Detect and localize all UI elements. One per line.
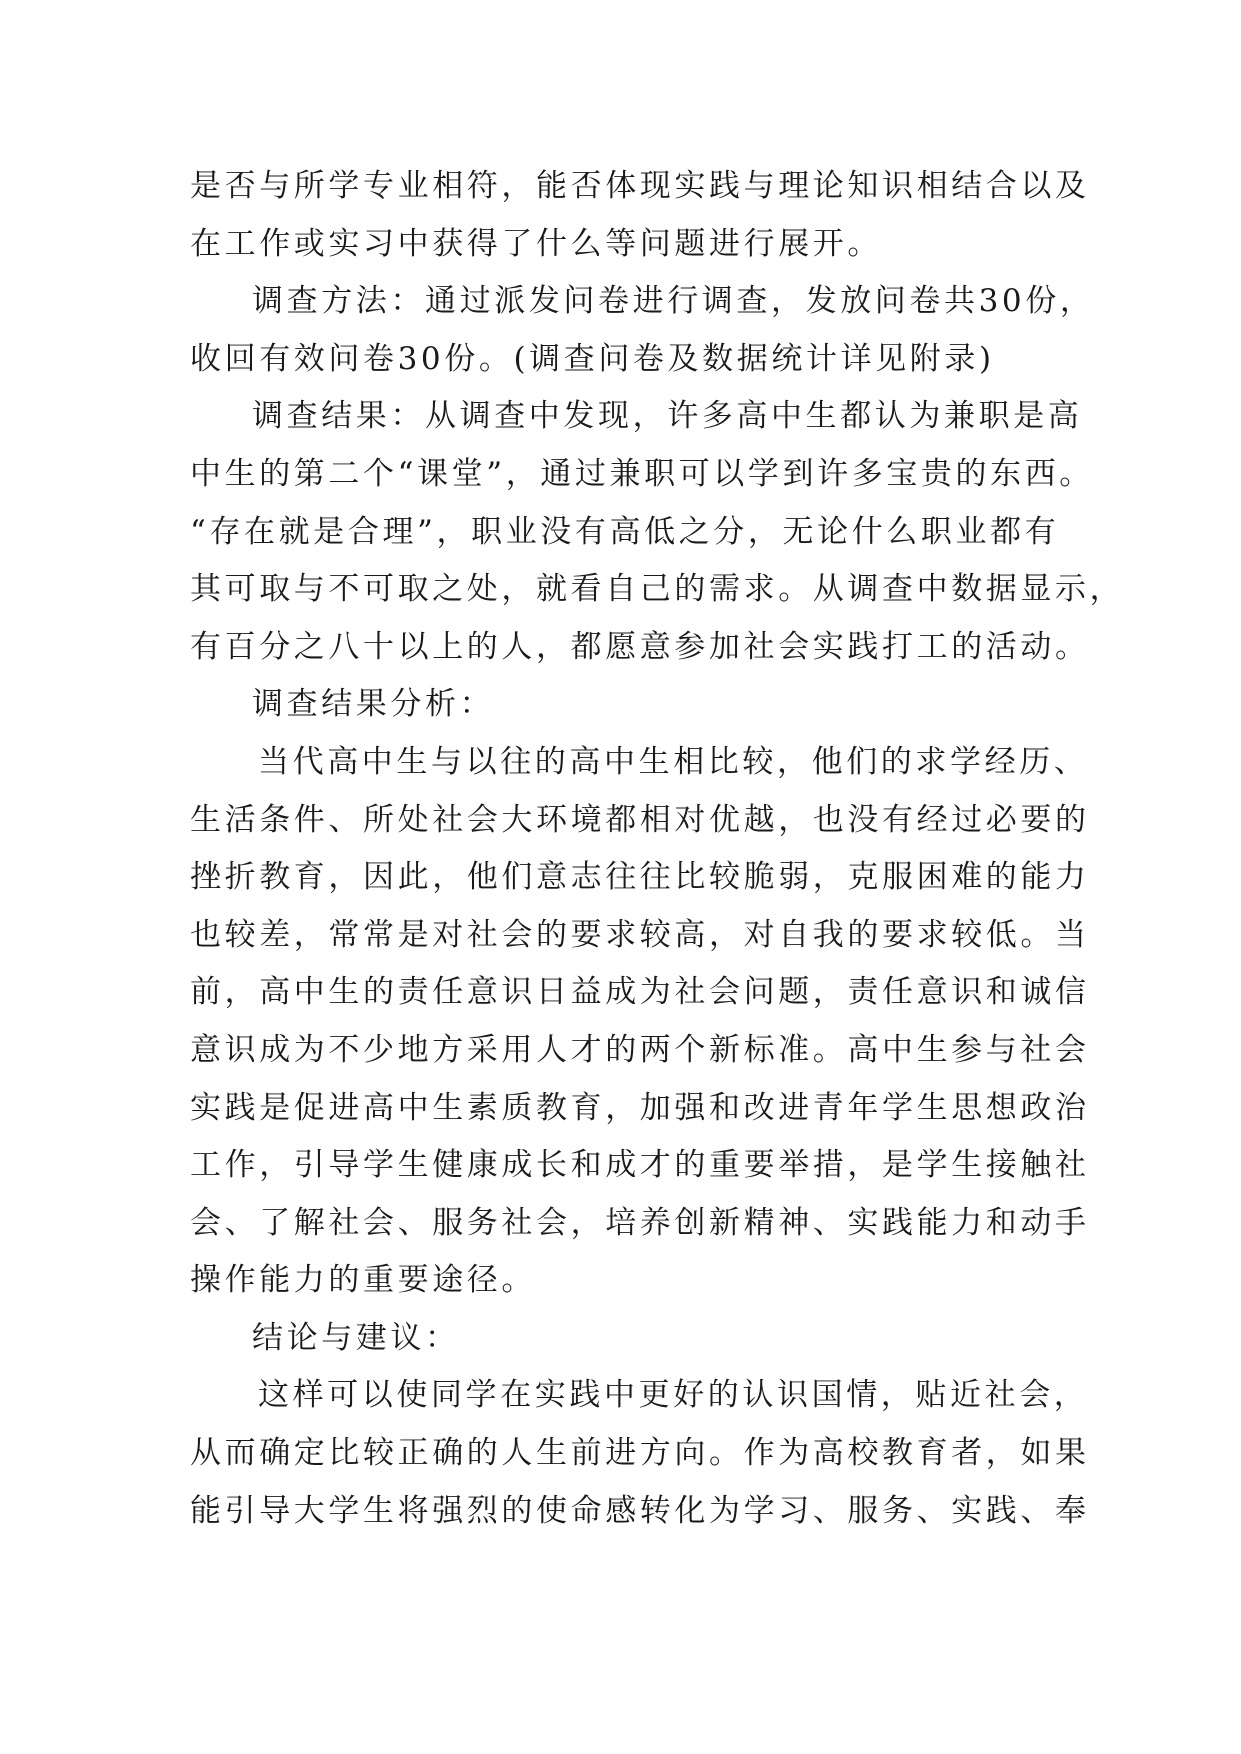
section-heading: 结论与建议： (252, 1319, 460, 1356)
text-line: 在工作或实习中获得了什么等问题进行展开。 (190, 225, 882, 262)
text-line: 这样可以使同学在实践中更好的认识国情，贴近社会， (258, 1377, 1089, 1414)
text-line: 挫折教育，因此，他们意志往往比较脆弱，克服困难的能力 (190, 859, 1090, 896)
text-line: 调查方法：通过派发问卷进行调查，发放问卷共30份， (252, 283, 1095, 320)
text-line: 会、了解社会、服务社会，培养创新精神、实践能力和动手 (190, 1204, 1090, 1241)
text-line: 生活条件、所处社会大环境都相对优越，也没有经过必要的 (190, 801, 1090, 838)
text-line: 收回有效问卷30份。(调查问卷及数据统计详见附录) (190, 340, 995, 377)
text-line: 当代高中生与以往的高中生相比较，他们的求学经历、 (258, 743, 1089, 780)
text-line: 调查结果：从调查中发现，许多高中生都认为兼职是高 (252, 398, 1083, 435)
section-heading: 调查结果分析： (252, 686, 495, 723)
text-line: 中生的第二个“课堂”，通过兼职可以学到许多宝贵的东西。 (190, 455, 1094, 492)
text-line: 是否与所学专业相符，能否体现实践与理论知识相结合以及 (190, 168, 1090, 204)
text-line: 有百分之八十以上的人，都愿意参加社会实践打工的活动。 (190, 628, 1090, 665)
text-line: 意识成为不少地方采用人才的两个新标准。高中生参与社会 (190, 1031, 1090, 1068)
text-line: 也较差，常常是对社会的要求较高，对自我的要求较低。当 (190, 916, 1090, 953)
text-line: “存在就是合理”，职业没有高低之分，无论什么职业都有 (190, 513, 1060, 550)
text-line: 从而确定比较正确的人生前进方向。作为高校教育者，如果 (190, 1435, 1090, 1472)
body-text (190, 158, 1125, 1540)
text-line: 能引导大学生将强烈的使命感转化为学习、服务、实践、奉 (190, 1492, 1090, 1529)
text-line: 实践是促进高中生素质教育，加强和改进青年学生思想政治 (190, 1089, 1090, 1126)
text-line: 工作，引导学生健康成长和成才的重要举措，是学生接触社 (190, 1147, 1090, 1184)
text-line: 操作能力的重要途径。 (190, 1262, 536, 1299)
text-line: 前，高中生的责任意识日益成为社会问题，责任意识和诚信 (190, 974, 1090, 1011)
text-line: 其可取与不可取之处，就看自己的需求。从调查中数据显示， (190, 571, 1125, 608)
